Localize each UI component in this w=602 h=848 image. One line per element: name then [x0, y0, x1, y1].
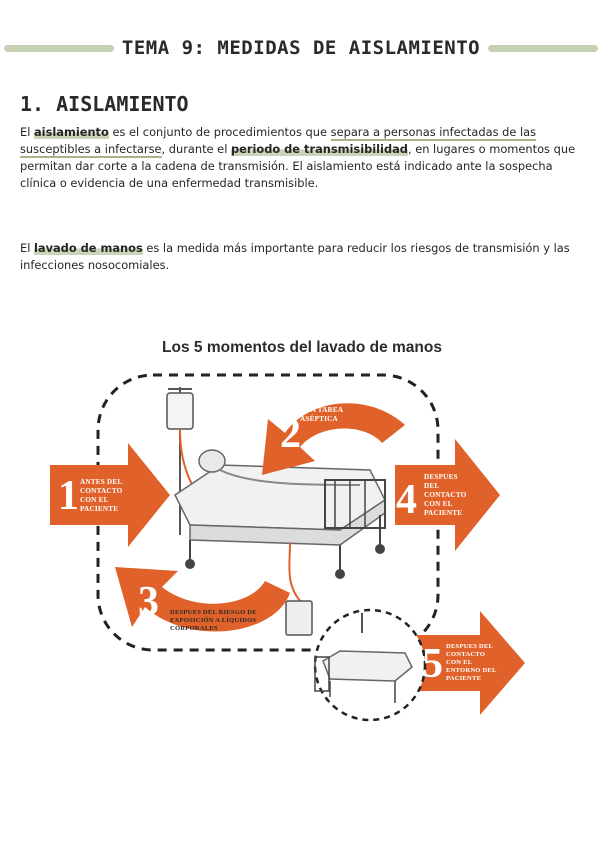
text-span: El	[20, 125, 34, 139]
section-title: 1. AISLAMIENTO	[20, 92, 189, 116]
moment-2-number: 2	[280, 411, 301, 457]
moment-3-label: DESPUES DEL RIESGO DE EXPOSICIÓN A LÍQUIDOS CORPORALES	[170, 609, 257, 632]
text-span: El	[20, 241, 34, 255]
text-span: , en lugares o momentos que permitan dar corte a la cadena de transmisión. El aislamiento está indicado ante la sospecha clínica o evidencia de una enfermedad transmisible.	[20, 142, 576, 190]
highlight-periodo: periodo de transmisibilidad	[230, 142, 408, 156]
page-title: TEMA 9: MEDIDAS DE AISLAMIENTO	[121, 37, 481, 59]
moment-4-label: DESPUES DEL CONTACTO CON EL PACIENTE	[424, 473, 467, 517]
header-bar	[4, 36, 598, 60]
header-line-left	[4, 45, 114, 52]
header-line-right	[488, 45, 598, 52]
moment-5-number: 5	[422, 641, 443, 687]
paragraph-aislamiento	[20, 124, 580, 192]
diagram-title: Los 5 momentos del lavado de manos	[162, 339, 442, 356]
moment-1-number: 1	[58, 473, 79, 519]
highlight-lavado: lavado de manos	[33, 241, 143, 255]
hand-washing-diagram	[40, 335, 564, 730]
moment-2-label: ANTES DE REALIZAR UNA TAREA ASÉPTICA	[300, 397, 379, 423]
paragraph-lavado	[20, 240, 580, 274]
moment-3-number: 3	[138, 579, 159, 625]
moment-5-label: DESPUES DEL CONTACTO CON EL ENTORNO DEL PACIENTE	[446, 643, 497, 682]
highlight-aislamiento: aislamiento	[33, 125, 109, 139]
text-span: , durante el	[161, 142, 231, 156]
text-span: es la medida más importante para reducir los riesgos de transmisión y las infecciones nosocomiales.	[20, 241, 570, 272]
moment-4-number: 4	[396, 477, 417, 523]
text-span: es el conjunto de procedimientos que	[108, 125, 331, 139]
moment-1-label: ANTES DEL CONTACTO CON EL PACIENTE	[80, 478, 123, 513]
underline-definition: separa a personas infectadas de las susceptibles a infectarse	[20, 125, 537, 156]
